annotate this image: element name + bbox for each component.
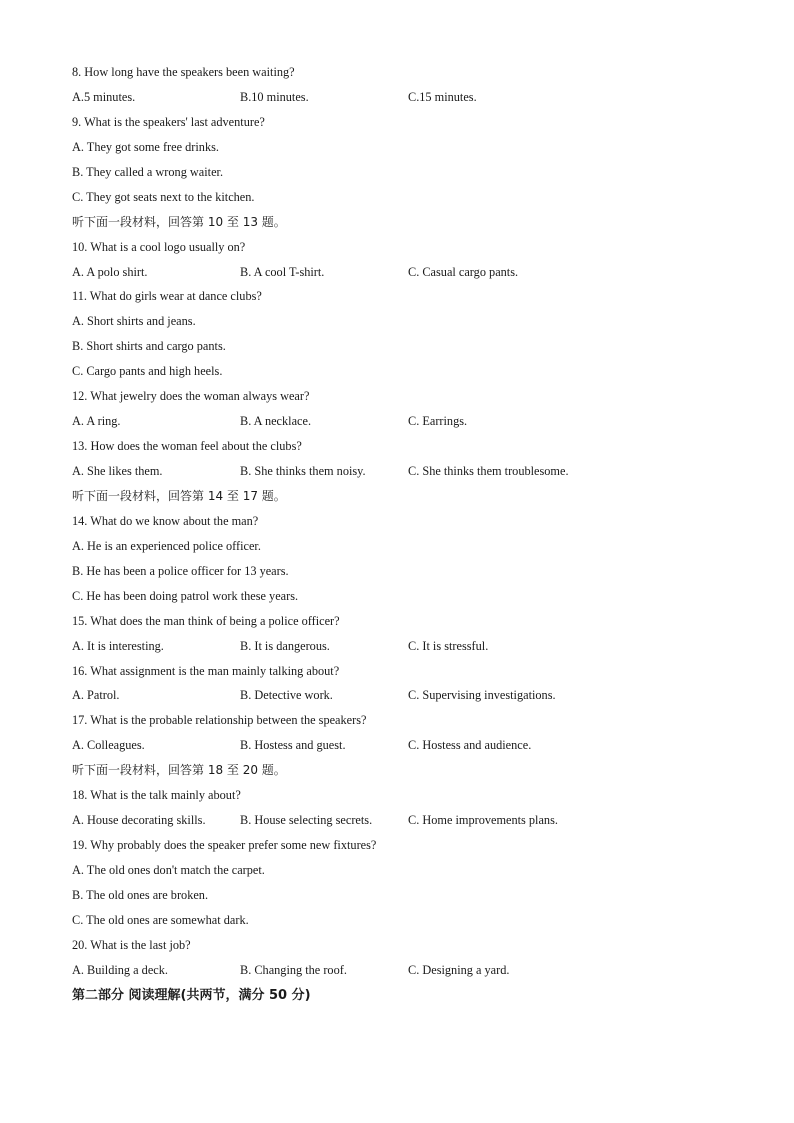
option-b: B. A cool T-shirt. (240, 264, 325, 279)
option-b: B.10 minutes. (240, 89, 309, 104)
option-a: A. Building a deck. (72, 962, 168, 977)
options-row (72, 459, 732, 484)
option-a: A. It is interesting. (72, 638, 164, 653)
question-line: 12. What jewelry does the woman always wear? (72, 389, 310, 404)
option-a: A. Patrol. (72, 688, 120, 703)
question-line: 17. What is the probable relationship between the speakers? (72, 713, 367, 728)
question-line: 18. What is the talk mainly about? (72, 788, 241, 803)
question-line: 11. What do girls wear at dance clubs? (72, 289, 262, 304)
option-c: C. It is stressful. (408, 638, 489, 653)
question-line: 14. What do we know about the man? (72, 513, 259, 528)
question-line: C. The old ones are somewhat dark. (72, 912, 249, 927)
option-b: B. House selecting secrets. (240, 813, 373, 828)
question-line: B. Short shirts and cargo pants. (72, 339, 226, 354)
options-row (72, 85, 732, 110)
options-row (72, 260, 732, 285)
options-row (72, 808, 732, 833)
option-b: B. Detective work. (240, 688, 333, 703)
question-line: A. Short shirts and jeans. (72, 314, 196, 329)
option-a: A. House decorating skills. (72, 813, 206, 828)
option-c: C. Designing a yard. (408, 962, 510, 977)
listening-instruction: 听下面一段材料，回答第 14 至 17 题。 (72, 488, 286, 503)
question-line: 19. Why probably does the speaker prefer some new fixtures? (72, 838, 377, 853)
option-a: A.5 minutes. (72, 89, 136, 104)
option-c: C. Home improvements plans. (408, 813, 558, 828)
question-line: A. They got some free drinks. (72, 139, 219, 154)
question-line: A. He is an experienced police officer. (72, 538, 261, 553)
options-row (72, 683, 732, 708)
listening-instruction: 听下面一段材料，回答第 18 至 20 题。 (72, 763, 286, 778)
option-c: C. Earrings. (408, 414, 468, 429)
options-row (72, 409, 732, 434)
question-line: B. He has been a police officer for 13 years. (72, 563, 289, 578)
exam-page (72, 60, 732, 1009)
option-b: B. Changing the roof. (240, 962, 347, 977)
question-line: C. They got seats next to the kitchen. (72, 189, 255, 204)
options-row (72, 634, 732, 659)
option-a: A. A polo shirt. (72, 264, 148, 279)
question-line: C. He has been doing patrol work these years. (72, 588, 299, 603)
question-line: 20. What is the last job? (72, 937, 191, 952)
option-a: A. A ring. (72, 414, 121, 429)
option-b: B. She thinks them noisy. (240, 464, 366, 478)
option-c: C.15 minutes. (408, 89, 477, 104)
question-line: 13. How does the woman feel about the clubs? (72, 439, 302, 454)
question-line: C. Cargo pants and high heels. (72, 364, 223, 379)
question-line: B. They called a wrong waiter. (72, 164, 224, 179)
question-line: 16. What assignment is the man mainly talking about? (72, 663, 340, 678)
section-title: 第二部分 阅读理解(共两节，满分 50 分) (72, 987, 311, 1003)
option-c: C. Hostess and audience. (408, 738, 532, 753)
question-line: 15. What does the man think of being a police officer? (72, 613, 340, 628)
option-c: C. She thinks them troublesome. (408, 464, 569, 478)
option-a: A. She likes them. (72, 464, 163, 478)
question-line: A. The old ones don't match the carpet. (72, 863, 265, 877)
listening-instruction: 听下面一段材料，回答第 10 至 13 题。 (72, 214, 286, 229)
question-line: B. The old ones are broken. (72, 887, 209, 902)
option-c: C. Supervising investigations. (408, 688, 556, 703)
option-a: A. Colleagues. (72, 738, 145, 753)
options-row (72, 733, 732, 758)
question-line: 9. What is the speakers' last adventure? (72, 114, 265, 129)
option-c: C. Casual cargo pants. (408, 264, 519, 279)
option-b: B. A necklace. (240, 414, 312, 429)
question-line: 10. What is a cool logo usually on? (72, 239, 246, 254)
option-b: B. It is dangerous. (240, 638, 330, 653)
question-line: 8. How long have the speakers been waiting? (72, 65, 295, 79)
options-row (72, 958, 732, 983)
option-b: B. Hostess and guest. (240, 738, 346, 753)
